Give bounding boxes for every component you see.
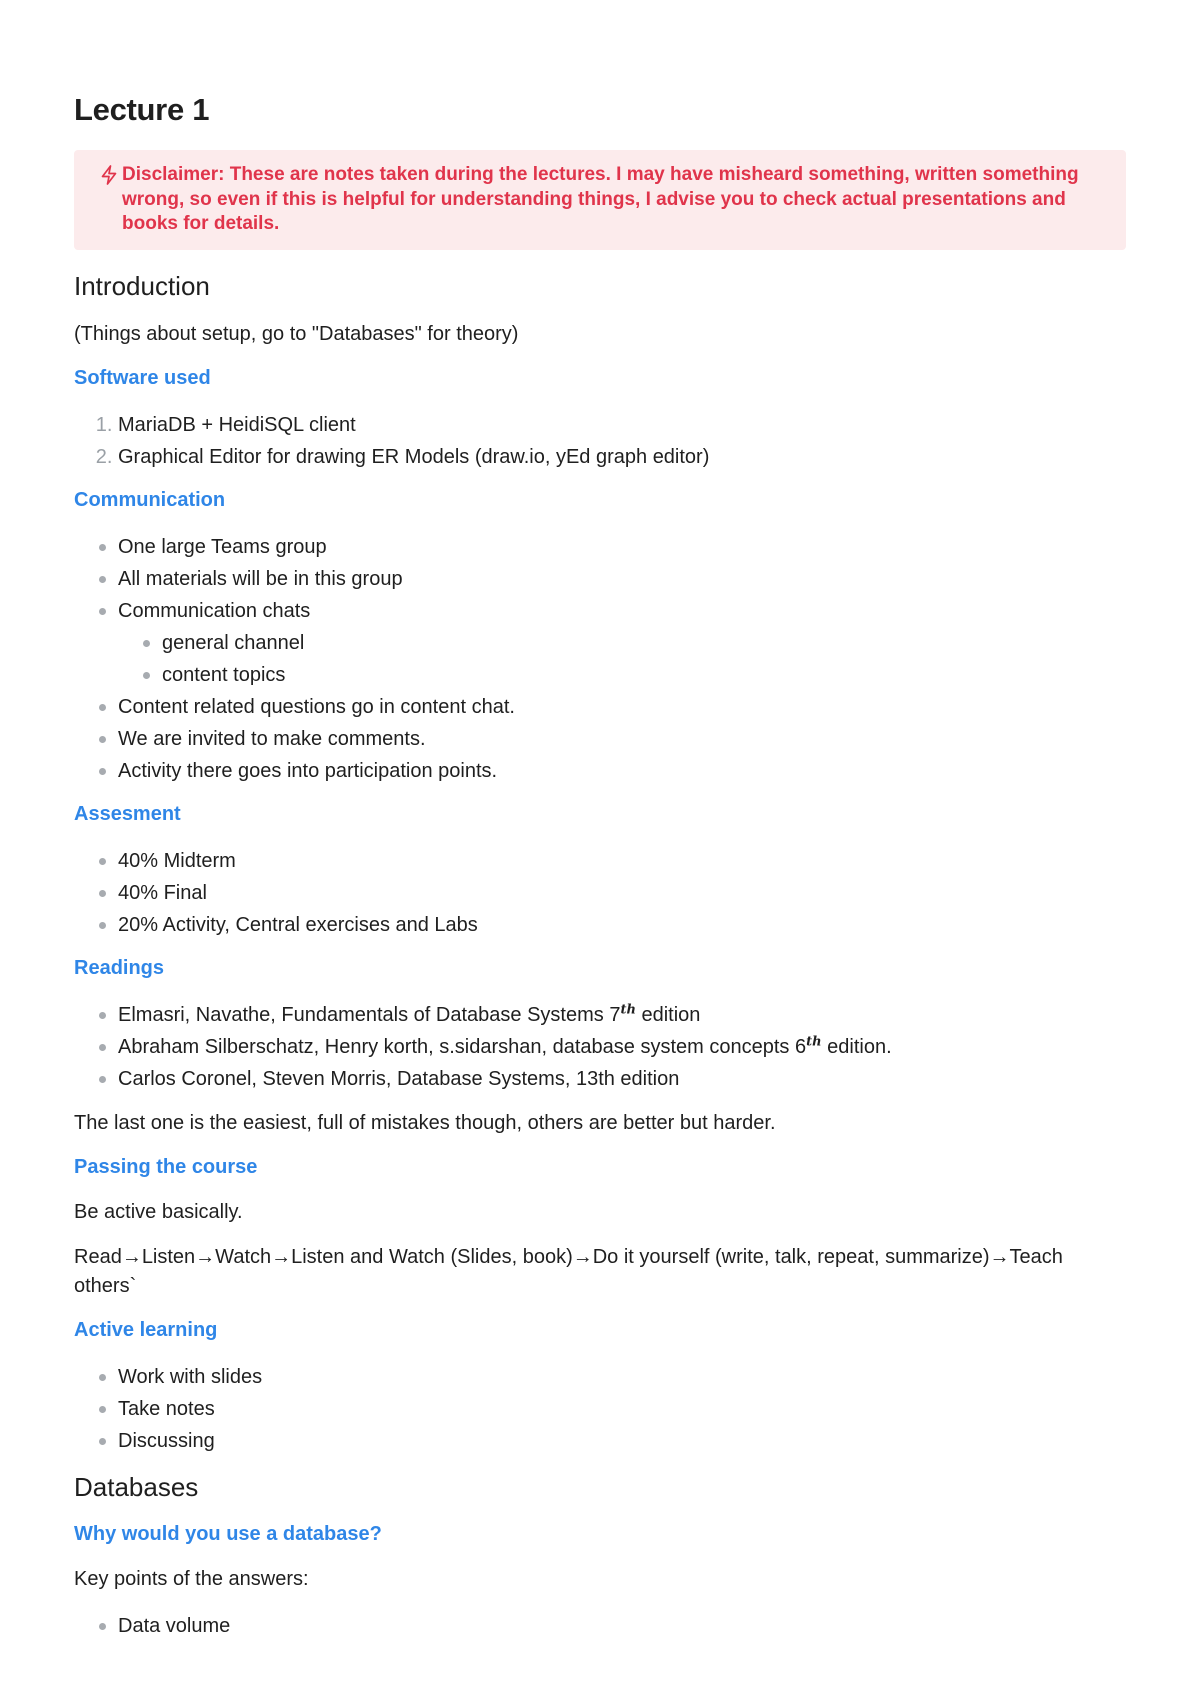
reading-text: edition. [821,1035,892,1058]
list-item: 40% Midterm [118,845,1126,877]
list-item: 40% Final [118,877,1126,909]
list-item: We are invited to make comments. [118,723,1126,755]
superscript: th [806,1033,822,1049]
section-heading-databases: Databases [74,1471,199,1502]
disclaimer-callout [74,150,1126,250]
reading-text: edition [635,1003,701,1026]
communication-list [74,531,1126,787]
superscript: th [620,1001,636,1017]
subheading-active-learning: Active learning [74,1318,218,1341]
list-item [118,999,1126,1031]
disclaimer-text: Disclaimer: These are notes taken during the lectures. I may have misheard something, written something wrong, so even if this is helpful for understanding things, I advise you to check actual presentations and books for details. [122,164,1079,234]
list-item: Activity there goes into participation points. [118,755,1126,787]
passing-steps-text: Read→Listen→Watch→Listen and Watch (Slides, book)→Do it yourself (write, talk, repeat, summarize)→Teach others` [74,1245,1063,1297]
assesment-list [74,845,1126,941]
reading-text: Abraham Silberschatz, Henry korth, s.sidarshan, database system concepts 6 [118,1035,807,1058]
why-database-list [74,1610,1126,1642]
subheading-assesment: Assesment [74,802,181,825]
nested-list-item: content topics [162,659,1126,691]
list-item: Data volume [118,1610,1126,1642]
page-title: Lecture 1 [74,92,210,127]
subheading-communication: Communication [74,488,226,511]
list-item: 20% Activity, Central exercises and Labs [118,909,1126,941]
section-heading-introduction: Introduction [74,270,210,301]
key-points-text: Key points of the answers: [74,1567,309,1590]
readings-note: The last one is the easiest, full of mistakes though, others are better but harder. [74,1111,776,1134]
nested-list-item: general channel [162,627,1126,659]
list-item-with-children [118,595,1126,691]
list-item-label: Communication chats [118,599,311,622]
passing-text: Be active basically. [74,1200,243,1223]
software-list [74,409,1126,473]
subheading-readings: Readings [74,956,165,979]
list-item: Take notes [118,1393,1126,1425]
lightning-bolt-icon [100,163,122,187]
readings-list [74,999,1126,1095]
list-item: Work with slides [118,1361,1126,1393]
list-item: One large Teams group [118,531,1126,563]
list-item: 1. MariaDB + HeidiSQL client [118,409,1126,441]
list-item [118,1031,1126,1063]
intro-text: (Things about setup, go to "Databases" for theory) [74,322,519,345]
subheading-why-database: Why would you use a database? [74,1522,382,1545]
reading-text: Elmasri, Navathe, Fundamentals of Database Systems 7 [118,1003,621,1026]
list-item: Carlos Coronel, Steven Morris, Database Systems, 13th edition [118,1063,1126,1095]
list-item: 2. Graphical Editor for drawing ER Models (draw.io, yEd graph editor) [118,441,1126,473]
list-item: Content related questions go in content chat. [118,691,1126,723]
list-item: Discussing [118,1425,1126,1457]
nested-list [118,627,1126,691]
list-item: All materials will be in this group [118,563,1126,595]
subheading-passing-the-course: Passing the course [74,1155,258,1178]
active-learning-list [74,1361,1126,1457]
subheading-software-used: Software used [74,366,211,389]
